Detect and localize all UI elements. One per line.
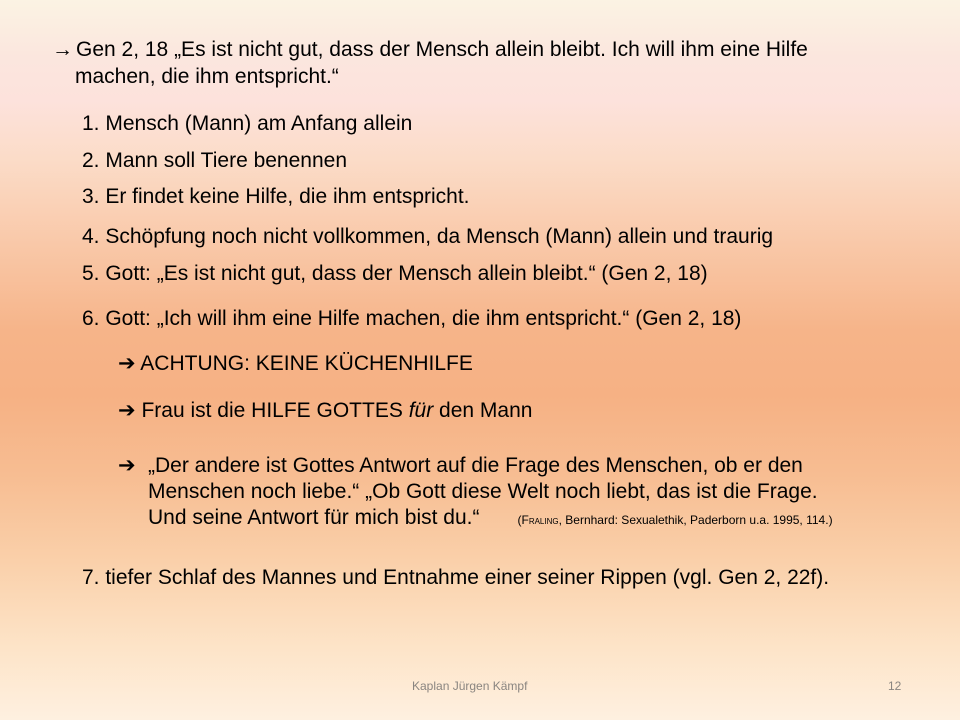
quote-line-1: „Der andere ist Gottes Antwort auf die Frage des Menschen, ob er den <box>148 454 803 477</box>
list-item-3: 3. Er findet keine Hilfe, die ihm entspricht. <box>82 185 470 208</box>
list-item-7: 7. tiefer Schlaf des Mannes und Entnahme einer seiner Rippen (vgl. Gen 2, 22f). <box>82 566 830 589</box>
sub-point-hilfe-italic: für <box>408 399 434 422</box>
list-item-5: 5. Gott: „Es ist nicht gut, dass der Mensch allein bleibt.“ (Gen 2, 18) <box>82 262 708 285</box>
citation: (Fraling, Bernhard: Sexualethik, Paderborn u.a. 1995, 114.) <box>517 513 833 527</box>
intro-line-2: machen, die ihm entspricht.“ <box>75 65 339 88</box>
intro-verse <box>52 36 808 90</box>
sub-point-hilfe-before: Frau ist die HILFE GOTTES <box>141 399 409 422</box>
footer-page-number: 12 <box>888 679 902 693</box>
bold-arrow-icon: ➔ <box>118 352 136 375</box>
bold-arrow-icon: ➔ <box>118 454 136 477</box>
sub-point-achtung <box>118 351 473 377</box>
sub-point-quote <box>118 453 833 529</box>
sub-point-achtung-text: ACHTUNG: KEINE KÜCHENHILFE <box>140 352 473 375</box>
list-item-6: 6. Gott: „Ich will ihm eine Hilfe machen, die ihm entspricht.“ (Gen 2, 18) <box>82 307 742 330</box>
quote-line-2: Menschen noch liebe.“ „Ob Gott diese Welt noch liebt, das ist die Frage. <box>148 480 818 503</box>
intro-line-1: Gen 2, 18 „Es ist nicht gut, dass der Mensch allein bleibt. Ich will ihm eine Hilfe <box>76 38 808 61</box>
sub-point-hilfe <box>118 398 532 424</box>
list-item-1: 1. Mensch (Mann) am Anfang allein <box>82 112 413 135</box>
sub-point-hilfe-after: den Mann <box>433 399 533 422</box>
citation-rest: , Bernhard: Sexualethik, Paderborn u.a. 1995, 114.) <box>558 513 833 527</box>
bold-arrow-icon: ➔ <box>118 399 136 422</box>
quote-text <box>148 453 833 533</box>
quote-line-3-text: Und seine Antwort für mich bist du.“ <box>148 506 480 529</box>
quote-line-3 <box>148 505 833 533</box>
citation-author: Fraling <box>521 513 559 527</box>
list-item-4: 4. Schöpfung noch nicht vollkommen, da Mensch (Mann) allein und traurig <box>82 225 774 248</box>
footer-author: Kaplan Jürgen Kämpf <box>412 679 528 693</box>
list-item-2: 2. Mann soll Tiere benennen <box>82 149 348 172</box>
arrow-right-icon: → <box>52 38 73 61</box>
